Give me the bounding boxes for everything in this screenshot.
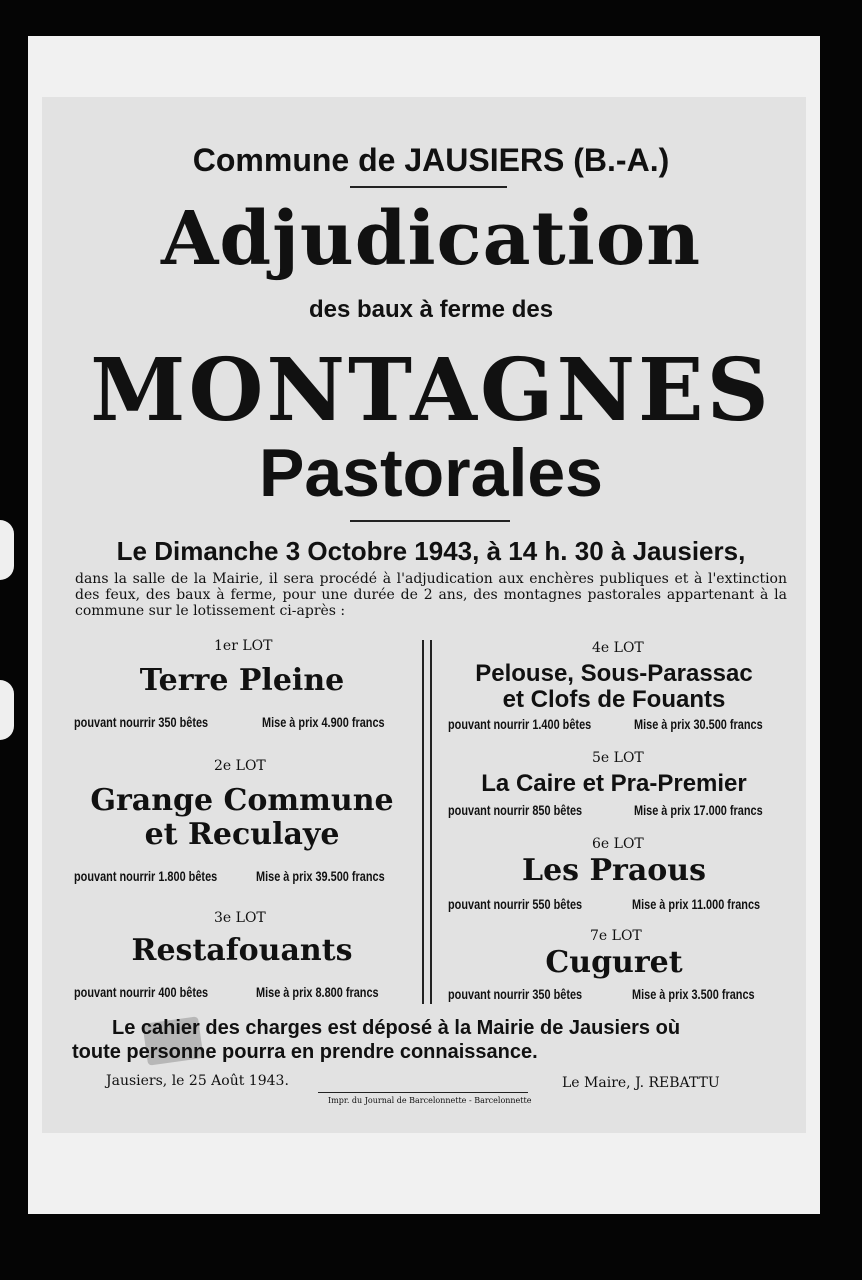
intro-paragraph: dans la salle de la Mairie, il sera procédé à l'adjudication aux enchères publiques et à l'extinction des feux, des baux à ferme, pour une durée de 2 ans, des montagnes pastorales appartenant à la commune sur le lotissement ci-après : <box>75 571 787 619</box>
lot-name: et Clofs de Fouants <box>502 686 726 713</box>
lot-price: Mise à prix 17.000 francs <box>634 802 763 818</box>
lot-capacity: pouvant nourrir 1.800 bêtes <box>74 868 218 884</box>
auction-date: Le Dimanche 3 Octobre 1943, à 14 h. 30 à Jausiers, <box>116 536 746 566</box>
cahier-notice <box>72 1016 680 1064</box>
lot-capacity: pouvant nourrir 850 bêtes <box>448 802 583 818</box>
lot-price: Mise à prix 30.500 francs <box>634 716 763 732</box>
lot-price: Mise à prix 11.000 francs <box>632 896 761 912</box>
column-divider <box>430 640 432 1004</box>
lot-name: Pelouse, Sous-Parassac <box>475 660 753 687</box>
baux-subheading: des baux à ferme des <box>308 296 554 323</box>
divider <box>318 1092 528 1093</box>
lot-number: 2e LOT <box>214 758 266 774</box>
printer-credit: Impr. du Journal de Barcelonnette - Barcelonnette <box>328 1096 532 1105</box>
binding-hole <box>0 680 14 740</box>
lot-capacity: pouvant nourrir 350 bêtes <box>74 714 209 730</box>
adjudication-heading: Adjudication <box>160 196 702 282</box>
lot-price: Mise à prix 8.800 francs <box>256 984 379 1000</box>
mayor-signature: Le Maire, J. REBATTU <box>562 1075 720 1091</box>
cahier-line: toute personne pourra en prendre connaissance. <box>72 1041 538 1063</box>
place-date: Jausiers, le 25 Août 1943. <box>106 1073 289 1089</box>
lot-number: 5e LOT <box>592 750 644 766</box>
pastorales-heading: Pastorales <box>259 435 603 511</box>
column-divider <box>422 640 424 1004</box>
lot-number: 6e LOT <box>592 836 644 852</box>
lot-price: Mise à prix 39.500 francs <box>256 868 385 884</box>
lot-name: Restafouants <box>131 933 353 968</box>
montagnes-heading: MONTAGNES <box>90 340 772 441</box>
lot-capacity: pouvant nourrir 550 bêtes <box>448 896 583 912</box>
lot-number: 3e LOT <box>214 910 266 926</box>
lot-name: Les Praous <box>521 853 707 888</box>
lot-capacity: pouvant nourrir 400 bêtes <box>74 984 209 1000</box>
lot-price: Mise à prix 3.500 francs <box>632 986 755 1002</box>
lot-name: Cuguret <box>545 945 683 980</box>
lot-name: Terre Pleine <box>139 663 345 698</box>
lot-name: La Caire et Pra-Premier <box>481 770 747 797</box>
cahier-line: Le cahier des charges est déposé à la Mairie de Jausiers où <box>112 1017 681 1039</box>
lot-capacity: pouvant nourrir 350 bêtes <box>448 986 583 1002</box>
lot-name: et Reculaye <box>144 817 340 852</box>
divider <box>350 520 510 522</box>
lot-capacity: pouvant nourrir 1.400 bêtes <box>448 716 592 732</box>
lot-number: 4e LOT <box>592 640 644 656</box>
lot-price: Mise à prix 4.900 francs <box>262 714 385 730</box>
divider <box>350 186 507 188</box>
lot-number: 1er LOT <box>214 638 273 654</box>
lot-name: Grange Commune <box>90 783 394 818</box>
lot-number: 7e LOT <box>590 928 642 944</box>
commune-title: Commune de JAUSIERS (B.-A.) <box>192 142 670 178</box>
